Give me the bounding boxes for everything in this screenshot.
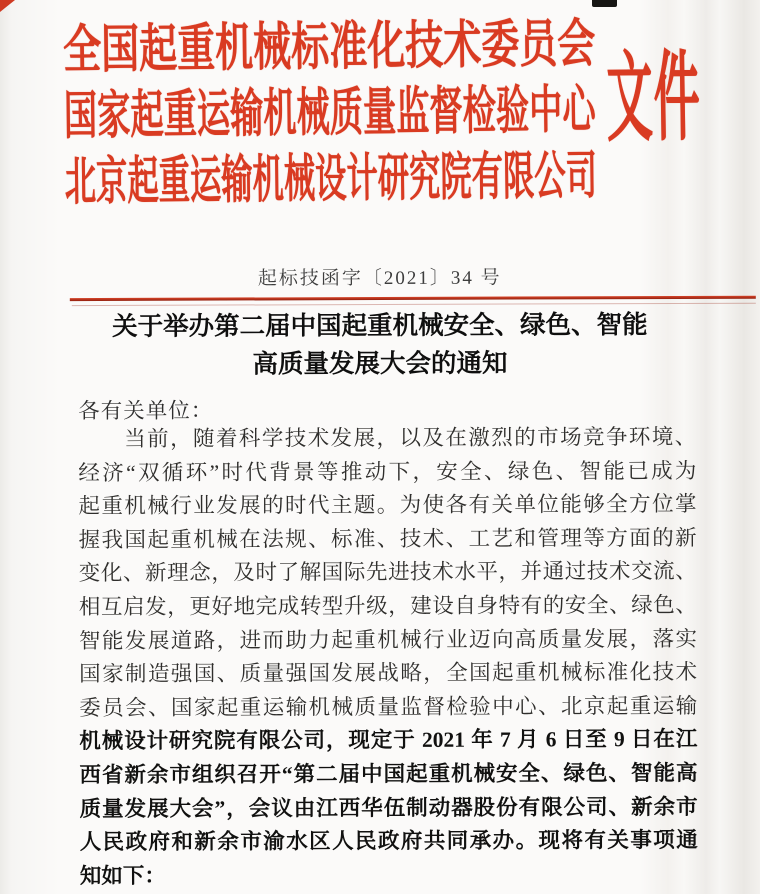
body-line-emphasized: 人民政府和新余市渝水区人民政府共同承办。现将有关事项通 xyxy=(79,828,698,855)
org-name-line-3: 北京起重运输机械设计研究院有限公司 xyxy=(64,147,598,212)
body-line: 起重机械行业发展的时代主题。为使各有关单位能够全方位掌 xyxy=(78,492,697,519)
body-line: 智能发展道路，进而助力起重机械行业迈向高质量发展，落实 xyxy=(78,626,698,653)
title-line-1: 关于举办第二届中国起重机械安全、绿色、智能 xyxy=(112,310,648,341)
body-line: 委员会、国家起重运输机械质量监督检验中心、北京起重运输 xyxy=(79,693,698,720)
body-line: 握我国起重机械在法规、标准、技术、工艺和管理等方面的新 xyxy=(78,525,697,552)
salutation: 各有关单位： xyxy=(78,398,214,424)
body-line-emphasized: 知如下： xyxy=(79,863,166,888)
notice-title xyxy=(0,306,760,385)
body-line: 相互启发，更好地完成转型升级，建设自身特有的安全、绿色、 xyxy=(78,592,697,620)
body-line: 当前，随着科学技术发展，以及在激烈的市场竞争环境、 xyxy=(78,424,697,452)
body-line-emphasized: 机械设计研究院有限公司，现定于 2021 年 7 月 6 日至 9 日在江 xyxy=(79,727,698,754)
body-line-emphasized: 质量发展大会”，会议由江西华伍制动器股份有限公司、新余市 xyxy=(79,794,698,821)
document-label: 文件 xyxy=(605,44,702,154)
body-line: 经济“双循环”时代背景等推动下，安全、绿色、智能已成为 xyxy=(78,458,697,485)
title-line-2: 高质量发展大会的通知 xyxy=(252,348,508,379)
org-name-line-1: 全国起重机械标准化技术委员会 xyxy=(62,15,596,80)
body-line-emphasized: 西省新余市组织召开“第二届中国起重机械安全、绿色、智能高 xyxy=(79,760,698,787)
body-line: 国家制造强国、质量强国发展战略，全国起重机械标准化技术 xyxy=(79,660,698,687)
red-separator-line xyxy=(70,296,756,301)
org-name-line-2: 国家起重运输机械质量监督检验中心 xyxy=(63,81,596,146)
body-text xyxy=(78,421,698,893)
body-line: 变化、新理念，及时了解国际先进技术水平，并通过技术交流、 xyxy=(78,559,697,586)
document-number: 起标技函字〔2021〕34 号 xyxy=(257,267,502,290)
